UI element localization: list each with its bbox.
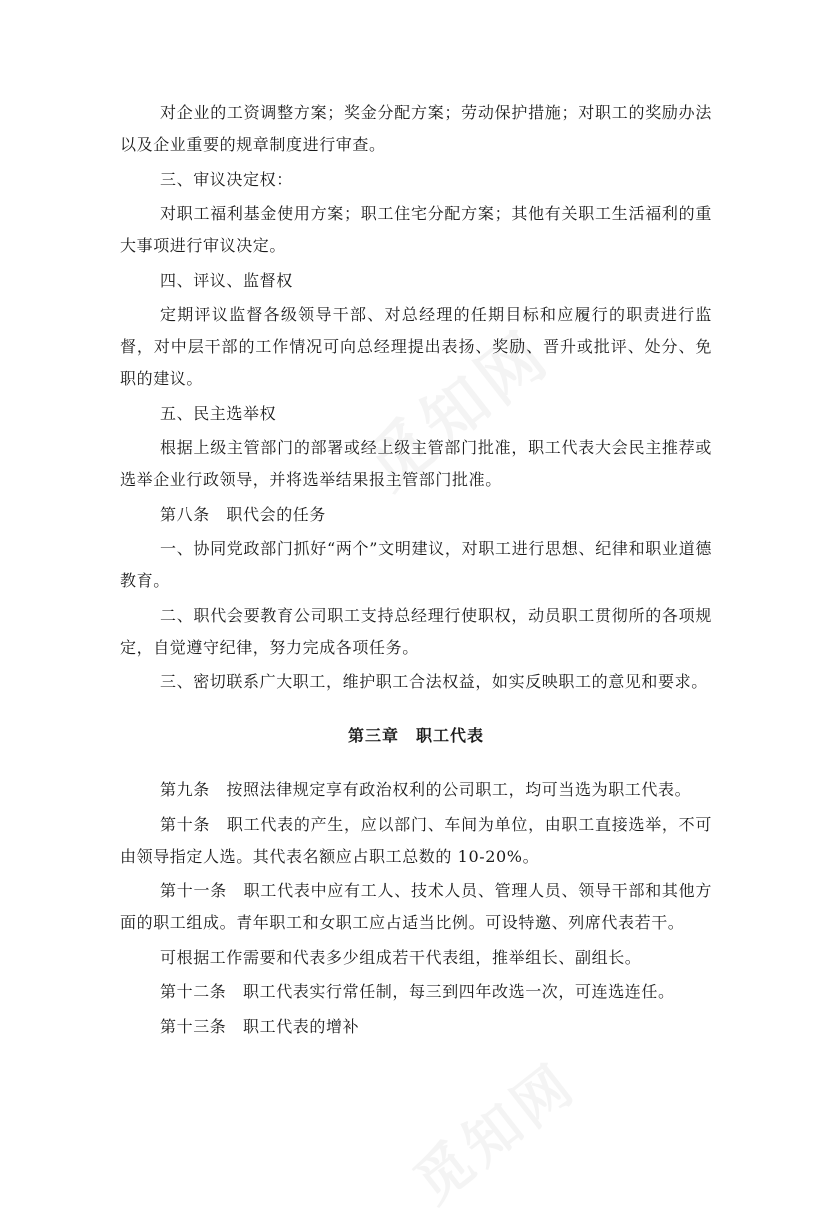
paragraph: 可根据工作需要和代表多少组成若干代表组，推举组长、副组长。 [160,947,642,967]
document-body [120,97,712,1043]
section-heading: 四、评议、监督权 [160,270,293,290]
chapter-heading: 第三章 职工代表 [347,726,484,745]
watermark [395,1041,591,1219]
section-heading: 三、审议决定权： [160,169,293,189]
paragraph: 根据上级主管部门的部署或经上级主管部门批准，职工代表大会民主推荐或选举企业行政领导，并将选举结果报主管部门批准。 [120,438,712,489]
article-paragraph: 第十条 职工代表的产生，应以部门、车间为单位，由职工直接选举，不可由领导指定人选。其代表名额应占职工总数的 10-20%。 [120,814,712,866]
article-paragraph: 第十一条 职工代表中应有工人、技术人员、管理人员、领导干部和其他方面的职工组成。青年职工和女职工应占适当比例。可设特邀、列席代表若干。 [120,881,712,932]
article-paragraph: 第九条 按照法律规定享有政治权利的公司职工，均可当选为职工代表。 [160,780,692,799]
paragraph: 三、密切联系广大职工，维护职工合法权益，如实反映职工的意见和要求。 [160,672,708,691]
paragraph: 定期评议监督各级领导干部、对总经理的任期目标和应履行的职责进行监督，对中层干部的工作情况可向总经理提出表扬、奖励、晋升或批评、处分、免职的建议。 [120,305,712,388]
section-heading: 五、民主选举权 [160,403,277,423]
article-heading: 第八条 职代会的任务 [160,504,327,524]
paragraph: 对职工福利基金使用方案；职工住宅分配方案；其他有关职工生活福利的重大事项进行审议决定。 [120,204,712,255]
paragraph: 一、协同党政部门抓好“两个”文明建议，对职工进行思想、纪律和职业道德教育。 [120,539,712,590]
article-paragraph: 第十二条 职工代表实行常任制，每三到四年改选一次，可连选连任。 [160,982,675,1001]
paragraph: 对企业的工资调整方案；奖金分配方案；劳动保护措施；对职工的奖励办法以及企业重要的规章制度进行审查。 [120,103,712,154]
article-paragraph: 第十三条 职工代表的增补 [160,1016,360,1036]
paragraph: 二、职代会要教育公司职工支持总经理行使职权，动员职工贯彻所的各项规定，自觉遵守纪律，努力完成各项任务。 [120,605,712,657]
